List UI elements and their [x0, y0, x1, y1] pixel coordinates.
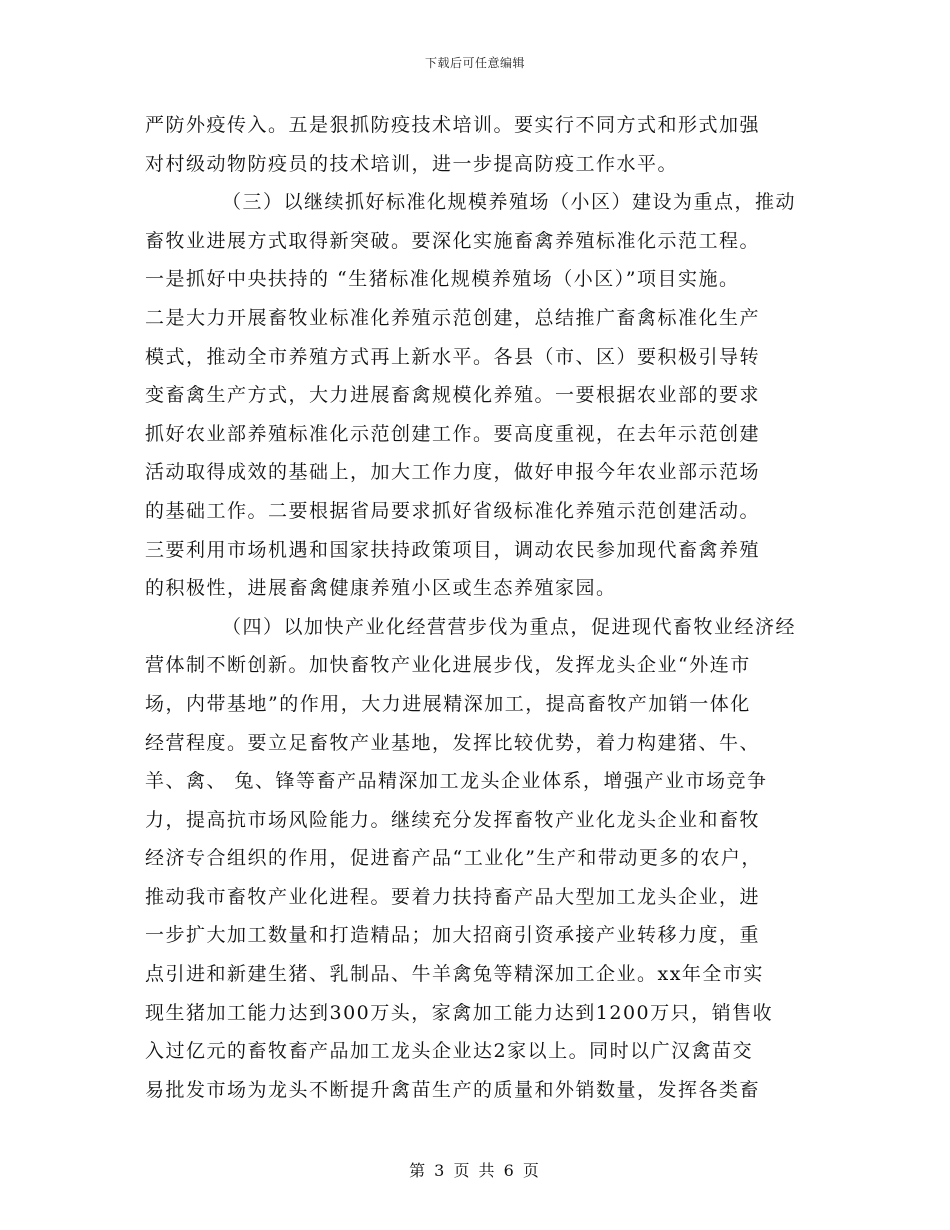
text-line: 畜牧业进展方式取得新突破。要深化实施畜禽养殖标准化示范工程。	[145, 229, 761, 252]
text-line: 入过亿元的畜牧畜产品加工龙头企业达2家以上。同时以广汉禽苗交	[145, 1040, 754, 1063]
text-line: 易批发市场为龙头不断提升禽苗生产的质量和外销数量，发挥各类畜	[145, 1078, 761, 1101]
text-line: 经济专合组织的作用，促进畜产品“工业化”生产和带动更多的农户，	[145, 847, 762, 870]
text-line: 对村级动物防疫员的技术培训，进一步提高防疫工作水平。	[145, 152, 679, 175]
paragraph-first-line: （三）以继续抓好标准化规模养殖场（小区）建设为重点，推动	[222, 191, 797, 214]
text-line: 一步扩大加工数量和打造精品；加大招商引资承接产业转移力度，重	[145, 924, 761, 947]
text-line: 抓好农业部养殖标准化示范创建工作。要高度重视，在去年示范创建	[145, 422, 761, 445]
text-line: 活动取得成效的基础上，加大工作力度，做好申报今年农业部示范场	[145, 461, 761, 484]
paragraph-first-line: （四）以加快产业化经营营步伐为重点，促进现代畜牧业经济经	[222, 615, 797, 638]
page-number-footer: 第 3 页 共 6 页	[409, 1161, 541, 1180]
text-line: 严防外疫传入。五是狠抓防疫技术培训。要实行不同方式和形式加强	[145, 114, 761, 136]
text-line: 力，提高抗市场风险能力。继续充分发挥畜牧产业化龙头企业和畜牧	[145, 808, 761, 831]
text-line: 羊、禽、 兔、锋等畜产品精深加工龙头企业体系，增强产业市场竞争	[145, 770, 768, 793]
text-line: 场，内带基地”的作用，大力进展精深加工，提高畜牧产加销一体化	[145, 692, 751, 715]
text-line: 变畜禽生产方式，大力进展畜禽规模化养殖。一要根据农业部的要求	[145, 384, 761, 407]
text-line: 推动我市畜牧产业化进程。要着力扶持畜产品大型加工龙头企业，进	[145, 885, 761, 908]
text-line: 二是大力开展畜牧业标准化养殖示范创建，总结推广畜禽标准化生产	[145, 306, 761, 329]
text-line: 点引进和新建生猪、乳制品、牛羊禽兔等精深加工企业。xx年全市实	[145, 963, 764, 986]
text-line: 三要利用市场机遇和国家扶持政策项目，调动农民参加现代畜禽养殖	[145, 538, 761, 561]
text-line: 一是抓好中央扶持的 “生猪标准化规模养殖场（小区）”项目实施。	[145, 268, 740, 291]
document-body	[145, 106, 805, 1109]
text-line: 的积极性，进展畜禽健康养殖小区或生态养殖家园。	[145, 577, 617, 600]
text-line: 的基础工作。二要根据省局要求抓好省级标准化养殖示范创建活动。	[145, 499, 761, 522]
text-line: 现生猪加工能力达到300万头，家禽加工能力达到1200万只，销售收	[145, 1001, 774, 1024]
text-line: 经营程度。要立足畜牧产业基地，发挥比较优势，着力构建猪、牛、	[145, 731, 761, 754]
text-line: 模式，推动全市养殖方式再上新水平。各县（市、区）要积极引导转	[145, 345, 761, 368]
page-header: 下载后可任意编辑	[424, 56, 525, 70]
text-line: 营体制不断创新。加快畜牧产业化进展步伐，发挥龙头企业“外连市	[145, 654, 751, 677]
